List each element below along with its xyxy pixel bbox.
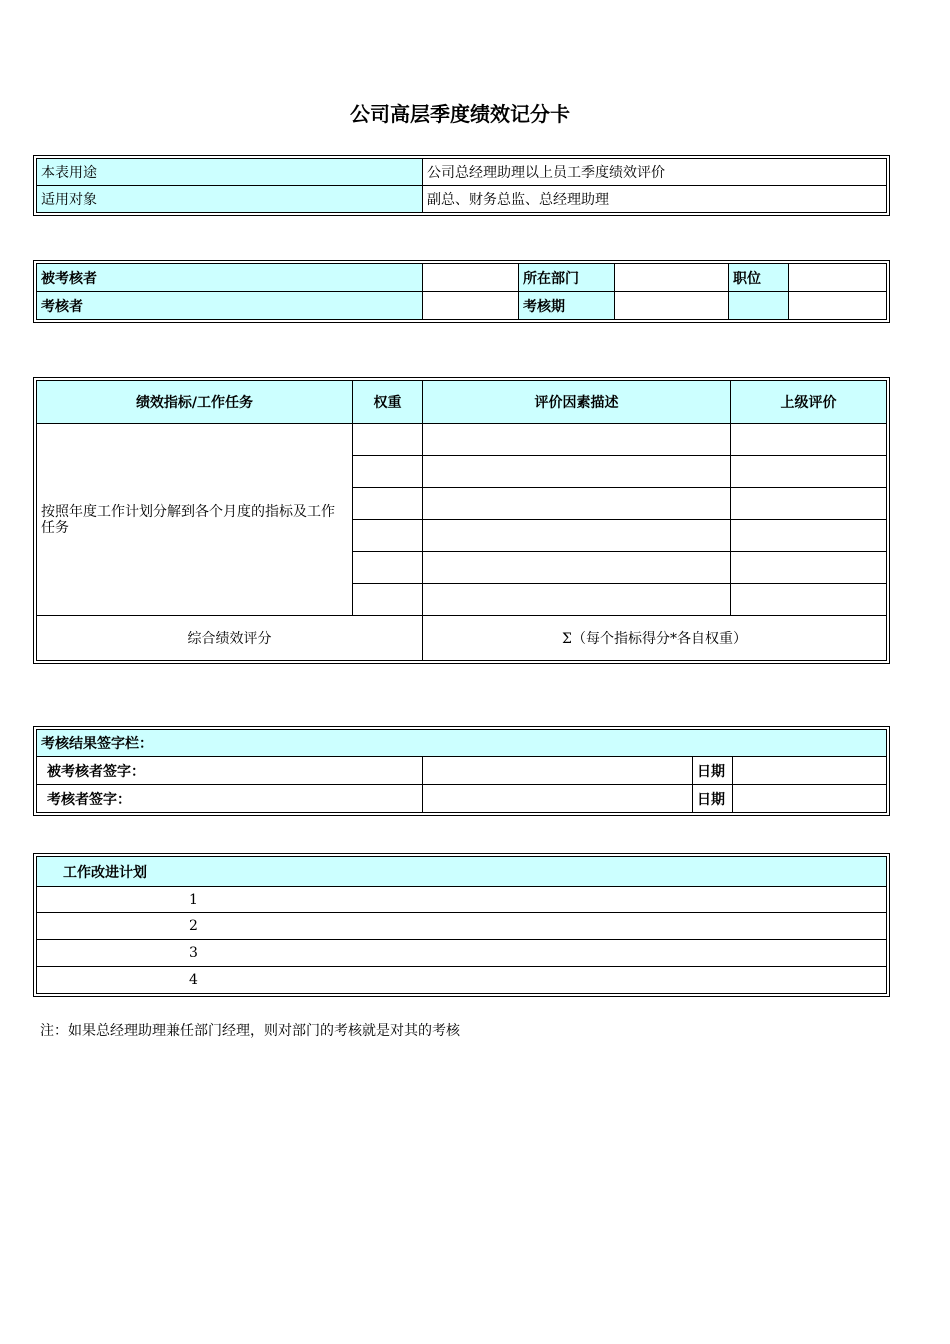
blank-cell [729,292,789,320]
assessor-sign-label: 考核者签字： [37,785,423,813]
assessor-date-label: 日期 [693,785,733,813]
assessor-date-field[interactable] [733,785,887,813]
purpose-label: 本表用途 [37,159,423,186]
plan-item[interactable]: 1 [37,887,887,913]
purpose-value: 公司总经理助理以上员工季度绩效评价 [423,159,887,186]
plan-header: 工作改进计划 [37,857,887,887]
page-title: 公司高层季度绩效记分卡 [350,102,570,126]
department-value[interactable] [615,264,729,292]
weight-cell[interactable] [353,552,423,584]
kpi-header-weight: 权重 [353,381,423,424]
rating-cell[interactable] [731,488,887,520]
purpose-table [36,158,887,213]
rating-cell[interactable] [731,520,887,552]
weight-cell[interactable] [353,488,423,520]
target-label: 适用对象 [37,186,423,213]
plan-item[interactable]: 2 [37,913,887,940]
plan-table [36,856,887,994]
sign-header: 考核结果签字栏： [37,730,887,757]
assessor-sign-field[interactable] [423,785,693,813]
kpi-header-rating: 上级评价 [731,381,887,424]
plan-item[interactable]: 3 [37,940,887,967]
weight-cell[interactable] [353,424,423,456]
weight-cell[interactable] [353,520,423,552]
assessee-value[interactable] [423,264,519,292]
kpi-header-task: 绩效指标/工作任务 [37,381,353,424]
target-value: 副总、财务总监、总经理助理 [423,186,887,213]
info-table [36,263,887,320]
total-score-label: 综合绩效评分 [37,616,423,661]
assessee-sign-field[interactable] [423,757,693,785]
rating-cell[interactable] [731,456,887,488]
assessor-value[interactable] [423,292,519,320]
description-cell[interactable] [423,456,731,488]
kpi-header-description: 评价因素描述 [423,381,731,424]
total-score-formula: Σ（每个指标得分*各自权重） [423,616,887,661]
rating-cell[interactable] [731,584,887,616]
sign-table [36,729,887,813]
description-cell[interactable] [423,488,731,520]
description-cell[interactable] [423,552,731,584]
weight-cell[interactable] [353,584,423,616]
kpi-table [36,380,887,661]
description-cell[interactable] [423,584,731,616]
assessee-date-label: 日期 [693,757,733,785]
position-label: 职位 [729,264,789,292]
footnote: 注：如果总经理助理兼任部门经理，则对部门的考核就是对其的考核 [40,1023,460,1039]
description-cell[interactable] [423,520,731,552]
period-label: 考核期 [519,292,615,320]
assessee-label: 被考核者 [37,264,423,292]
rating-cell[interactable] [731,552,887,584]
position-value[interactable] [789,264,887,292]
department-label: 所在部门 [519,264,615,292]
description-cell[interactable] [423,424,731,456]
plan-item[interactable]: 4 [37,967,887,994]
blank-value[interactable] [789,292,887,320]
kpi-task-text: 按照年度工作计划分解到各个月度的指标及工作任务 [37,424,353,616]
assessee-sign-label: 被考核者签字： [37,757,423,785]
weight-cell[interactable] [353,456,423,488]
assessor-label: 考核者 [37,292,423,320]
assessee-date-field[interactable] [733,757,887,785]
rating-cell[interactable] [731,424,887,456]
period-value[interactable] [615,292,729,320]
